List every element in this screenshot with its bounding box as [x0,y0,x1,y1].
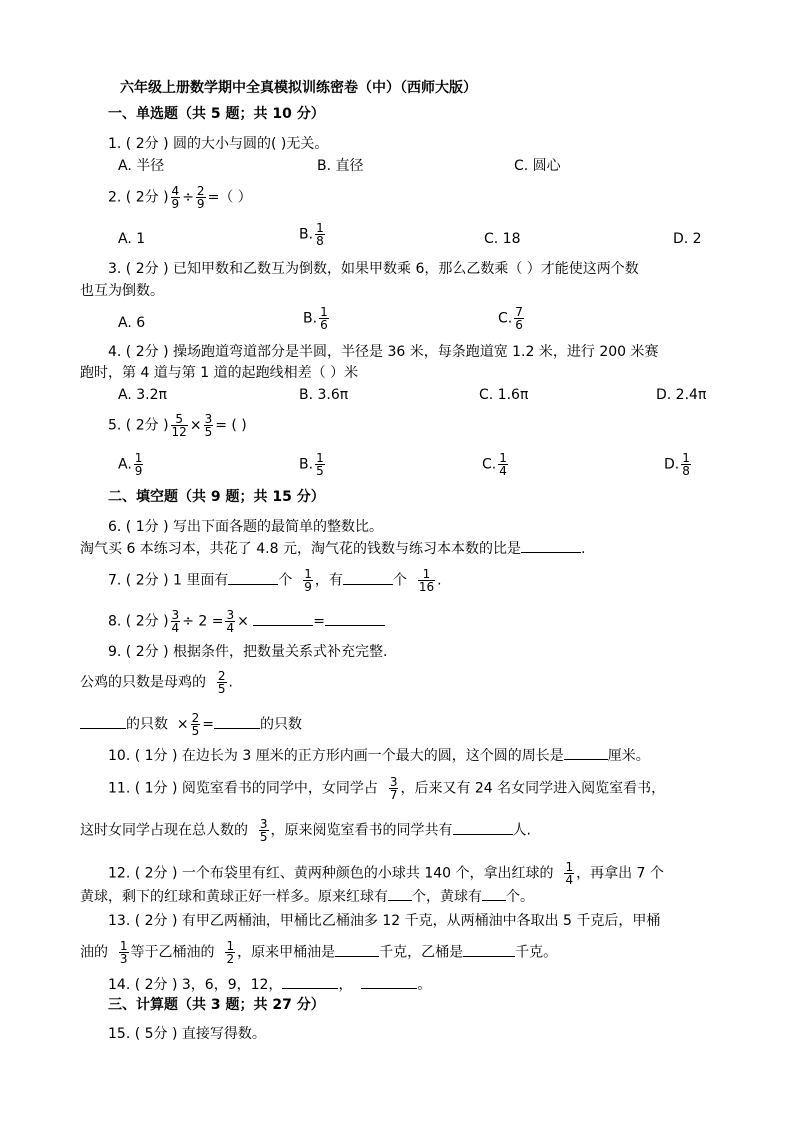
question-3-line-1: 3. ( 2分 ) 已知甲数和乙数互为倒数，如果甲数乘 6，那么乙数乘（ ）才能使这两个数 [108,261,639,277]
fraction: $\frac{2}{5}$ [191,711,200,738]
q4-option-d[interactable]: D. 2.4π [656,387,707,403]
fraction: $\frac{7}{6}$ [515,305,523,332]
fraction: $\frac{1}{16}$ [418,567,435,594]
q5-option-a[interactable]: A. $\frac{1}{9}$ [118,451,143,478]
q1-option-a[interactable]: A. 半径 [118,158,165,174]
answer-blank[interactable] [325,611,385,626]
q5-option-d[interactable]: D. $\frac{1}{8}$ [664,451,690,478]
question-9-line-3: 的只数 × $\frac{2}{5}$ = 的只数 [80,712,302,737]
operator: ÷ [182,189,194,206]
q2-option-d[interactable]: D. 2 [673,231,702,247]
question-4-line-1: 4. ( 2分 ) 操场跑道弯道部分是半圆，半径是 36 米，每条跑道宽 1.2 米，进行 200 米赛 [108,344,659,360]
question-15: 15. ( 5分 ) 直接写得数。 [108,1026,266,1042]
answer-blank[interactable] [482,886,506,901]
question-7: 7. ( 2分 ) 1 里面有 个 $\frac{1}{9}$ ，有 个 $\frac{1}{16}$ . [108,567,442,594]
q5-option-b[interactable]: B. $\frac{1}{5}$ [299,451,324,478]
answer-blank[interactable] [228,570,278,585]
q5-answer-paren: = ( ) [215,417,247,434]
question-3-line-2: 也互为倒数。 [80,283,164,299]
fraction: $\frac{1}{8}$ [316,221,324,248]
q3-option-a[interactable]: A. 6 [118,315,146,331]
answer-blank[interactable] [388,886,412,901]
fraction: $\frac{4}{9}$ [171,184,180,211]
fraction: $\frac{3}{4}$ [226,608,235,635]
question-6-line-1: 6. ( 1分 ) 写出下面各题的最简单的整数比。 [108,519,383,535]
section-3-heading: 三、计算题（共 3 题；共 27 分） [108,997,325,1013]
q1-option-b[interactable]: B. 直径 [317,158,364,174]
fraction: $\frac{1}{8}$ [682,451,690,478]
question-9-line-1: 9. ( 2分 ) 根据条件，把数量关系式补充完整. [108,644,388,660]
answer-blank[interactable] [521,538,581,553]
fraction: $\frac{1}{2}$ [226,939,235,966]
q2-prefix: 2. ( 2分 ) [108,189,169,206]
q2-answer-paren: =（ ） [207,189,252,206]
question-12-line-2: 黄球，剩下的红球和黄球正好一样多。原来红球有 个，黄球有 个。 [80,886,534,907]
answer-blank[interactable] [463,942,515,957]
fraction: $\frac{1}{3}$ [119,939,128,966]
q3-option-c[interactable]: C. $\frac{7}{6}$ [498,305,523,332]
q4-option-a[interactable]: A. 3.2π [118,387,167,403]
question-1: 1. ( 2分 ) 圆的大小与圆的( )无关。 [108,136,329,152]
fraction: $\frac{1}{4}$ [499,451,507,478]
question-13-line-1: 13. ( 2分 ) 有甲乙两桶油，甲桶比乙桶油多 12 千克，从两桶油中各取出 5 千克后，甲桶 [108,913,661,929]
q2-option-c[interactable]: C. 18 [484,231,521,247]
fraction: $\frac{1}{9}$ [134,451,143,478]
answer-blank[interactable] [564,745,608,760]
fraction: $\frac{3}{4}$ [171,608,180,635]
question-4-line-2: 跑时，第 4 道与第 1 道的起跑线相差（ ）米 [80,365,359,381]
q5-option-c[interactable]: C. $\frac{1}{4}$ [482,451,507,478]
question-10: 10. ( 1分 ) 在边长为 3 厘米的正方形内画一个最大的圆，这个圆的周长是 厘米。 [108,745,650,766]
fraction: $\frac{1}{9}$ [304,567,312,594]
question-11-line-2: 这时女同学占现在总人数的 $\frac{3}{5}$ ，原来阅览室看书的同学共有 人. [80,817,531,844]
section-2-heading: 二、填空题（共 9 题；共 15 分） [108,489,325,505]
answer-blank[interactable] [343,570,393,585]
question-14: 14. ( 2分 ) 3，6，9，12， ， 。 [108,974,431,995]
fraction: $\frac{5}{12}$ [171,412,187,439]
fraction: $\frac{2}{9}$ [196,184,205,211]
exam-title: 六年级上册数学期中全真模拟训练密卷（中）（西师大版） [120,80,477,96]
answer-blank[interactable] [335,942,379,957]
q2-option-a[interactable]: A. 1 [118,231,146,247]
fraction: $\frac{3}{5}$ [204,412,213,439]
fraction: $\frac{3}{5}$ [259,817,268,844]
fraction: $\frac{3}{7}$ [389,775,398,802]
question-2 [108,185,252,210]
answer-blank[interactable] [253,611,313,626]
q5-prefix: 5. ( 2分 ) [108,417,169,434]
q4-option-b[interactable]: B. 3.6π [299,387,349,403]
fraction: $\frac{1}{6}$ [320,305,328,332]
fraction: $\frac{1}{4}$ [565,860,574,887]
question-6-line-2: 淘气买 6 本练习本，共花了 4.8 元，淘气花的钱数与练习本本数的比是 . [80,538,585,559]
answer-blank[interactable] [80,714,126,729]
fraction: $\frac{1}{5}$ [316,451,324,478]
question-5 [108,413,247,438]
answer-blank[interactable] [361,974,417,989]
q1-option-c[interactable]: C. 圆心 [514,158,561,174]
question-11-line-1: 11. ( 1分 ) 阅览室看书的同学中，女同学占 $\frac{3}{7}$ ，后来又有 24 名女同学进入阅览室看书， [108,775,666,802]
operator: × [189,417,202,434]
question-12-line-1: 12. ( 2分 ) 一个布袋里有红、黄两种颜色的小球共 140 个，拿出红球的 $\frac{1}{4}$ ，再拿出 7 个 [108,860,664,887]
q3-option-b[interactable]: B. $\frac{1}{6}$ [303,305,328,332]
fraction: $\frac{2}{5}$ [217,669,226,696]
section-1-heading: 一、单选题（共 5 题；共 10 分） [108,106,325,122]
q2-option-b[interactable]: B. $\frac{1}{8}$ [299,221,324,248]
q4-option-c[interactable]: C. 1.6π [479,387,529,403]
question-9-line-2: 公鸡的只数是母鸡的 $\frac{2}{5}$ . [80,669,233,696]
answer-blank[interactable] [282,974,338,989]
question-8: 8. ( 2分 ) $\frac{3}{4}$ ÷ 2 = $\frac{3}{4}$ × = [108,609,385,634]
question-13-line-2: 油的 $\frac{1}{3}$ 等于乙桶油的 $\frac{1}{2}$ ，原来甲桶油是 千克，乙桶是 千克。 [80,939,558,966]
answer-blank[interactable] [214,714,260,729]
answer-blank[interactable] [453,820,513,835]
